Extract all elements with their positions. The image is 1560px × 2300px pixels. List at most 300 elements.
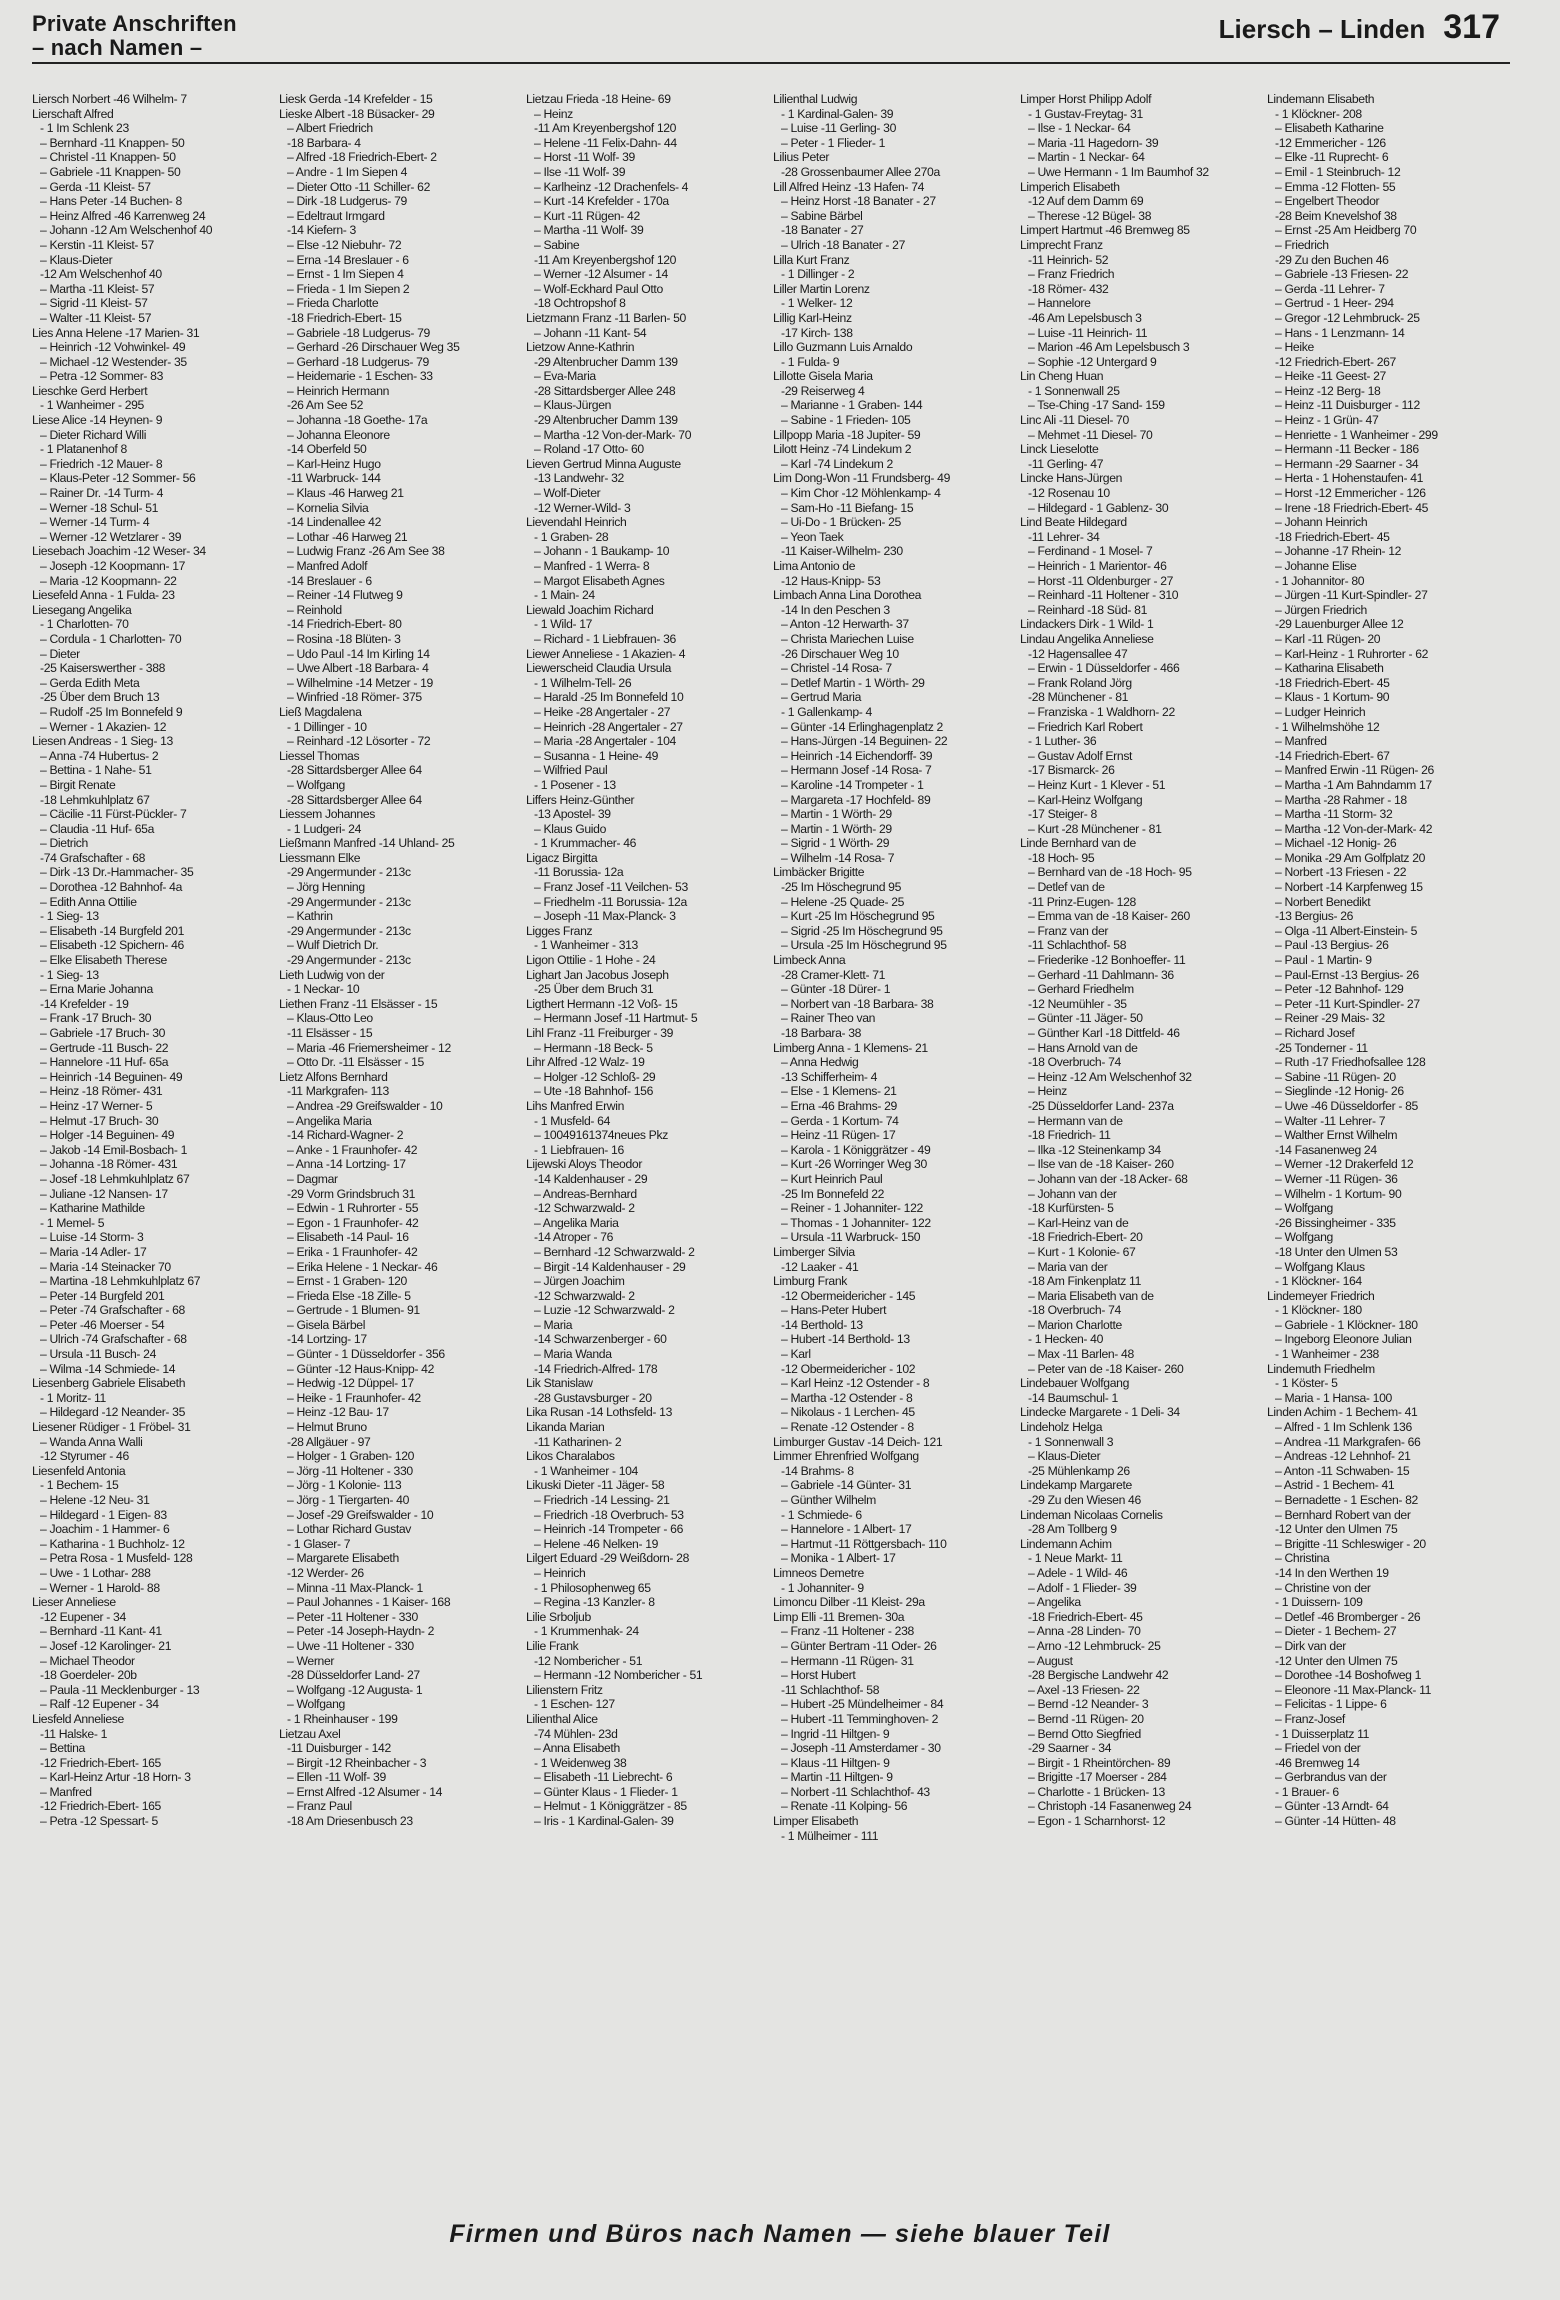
directory-entry: – Martin - 1 Wörth- 29	[781, 821, 892, 836]
directory-entry: – Astrid - 1 Bechem- 41	[1275, 1478, 1395, 1493]
directory-entry: - 1 Köster- 5	[1275, 1376, 1338, 1391]
directory-entry: – Hermann -18 Beck- 5	[534, 1040, 653, 1055]
directory-entry: – Herta - 1 Hohenstaufen- 41	[1275, 471, 1424, 486]
directory-entry: -14 Krefelder - 19	[40, 996, 129, 1011]
directory-entry: -11 Warbruck- 144	[287, 471, 381, 486]
directory-entry: -18 Friedrich-Ebert- 15	[287, 310, 402, 325]
directory-entry: - 1 Sonnenwall 3	[1028, 1434, 1114, 1449]
directory-entry: – Bernhard van de -18 Hoch- 95	[1028, 865, 1192, 880]
directory-entry: – Heike - 1 Fraunhofer- 42	[287, 1390, 421, 1405]
directory-entry: -12 Werder- 26	[287, 1565, 364, 1580]
directory-entry: – Martha -1 Am Bahndamm 17	[1275, 777, 1432, 792]
directory-entry: – Mehmet -11 Diesel- 70	[1028, 427, 1153, 442]
directory-entry: – Hans Arnold van de	[1028, 1040, 1138, 1055]
directory-entry: Lieven Gertrud Minna Auguste	[526, 456, 681, 471]
directory-entry: – Heike -11 Geest- 27	[1275, 369, 1386, 384]
directory-entry: - 1 Dillinger - 2	[781, 267, 855, 282]
directory-entry: – Adele - 1 Wild- 46	[1028, 1565, 1128, 1580]
directory-entry: – Karl -11 Rügen- 20	[1275, 631, 1381, 646]
directory-entry: -29 Saarner - 34	[1028, 1741, 1112, 1756]
directory-entry: – Klaus -11 Hiltgen- 9	[781, 1755, 890, 1770]
directory-entry: -17 Steiger- 8	[1028, 807, 1097, 822]
directory-entry: -12 Friedrich-Ebert- 165	[40, 1755, 161, 1770]
directory-entry: – Luise -11 Gerling- 30	[781, 121, 897, 136]
directory-entry: – Karlheinz -12 Drachenfels- 4	[534, 179, 689, 194]
directory-entry: Lilie Srboljub	[526, 1609, 591, 1624]
directory-entry: -12 Obermeidericher - 102	[781, 1361, 916, 1376]
directory-entry: – Ursula -11 Busch- 24	[40, 1347, 157, 1362]
directory-entry: – Franz -11 Holtener - 238	[781, 1624, 914, 1639]
directory-entry: – Cäcilie -11 Fürst-Pückler- 7	[40, 807, 187, 822]
directory-entry: Lihl Franz -11 Freiburger - 39	[526, 1026, 674, 1040]
directory-entry: -18 Banater - 27	[781, 223, 864, 238]
directory-entry: -25 Über dem Bruch 31	[534, 982, 654, 997]
directory-entry: – Ingrid -11 Hiltgen- 9	[781, 1726, 890, 1741]
directory-entry: – Kurt -14 Krefelder - 170a	[534, 194, 669, 209]
directory-entry: – Tse-Ching -17 Sand- 159	[1028, 398, 1165, 413]
directory-entry: – Helmut Bruno	[287, 1420, 367, 1435]
directory-entry: – Frieda Else -18 Zille- 5	[287, 1288, 411, 1303]
directory-entry: – Ilse van de -18 Kaiser- 260	[1028, 1157, 1174, 1172]
directory-entry: – Joachim - 1 Hammer- 6	[40, 1522, 170, 1537]
directory-entry: – Martin -11 Hiltgen- 9	[781, 1770, 893, 1785]
directory-entry: -13 Landwehr- 32	[534, 471, 624, 486]
directory-entry: -14 Kiefern- 3	[287, 223, 356, 238]
directory-entry: – Gerbrandus van der	[1275, 1770, 1387, 1785]
directory-entry: – Joseph -11 Amsterdamer - 30	[781, 1741, 941, 1756]
directory-entry: – Michael -12 Honig- 26	[1275, 836, 1397, 851]
directory-entry: – Renate -11 Kolping- 56	[781, 1799, 908, 1814]
directory-entry: – Friedrich -14 Lessing- 21	[534, 1493, 670, 1507]
directory-entry: – Henriette - 1 Wanheimer - 299	[1275, 427, 1438, 442]
directory-entry: – Hannelore	[1028, 296, 1091, 311]
directory-entry: Lilius Peter	[773, 150, 830, 165]
directory-entry: – Claudia -11 Huf- 65a	[40, 821, 155, 836]
directory-entry: Limp Elli -11 Bremen- 30a	[773, 1609, 905, 1624]
directory-entry: - 1 Platanenhof 8	[40, 442, 127, 457]
directory-entry: – Dagmar	[287, 1171, 338, 1186]
directory-entry: -12 Unter den Ulmen 75	[1275, 1653, 1398, 1668]
directory-entry: – Heinrich Hermann	[287, 383, 390, 398]
directory-entry: – Hermann -12 Nombericher - 51	[534, 1668, 703, 1683]
directory-entry: -18 Hoch- 95	[1028, 850, 1095, 865]
directory-entry: – Petra Rosa - 1 Musfeld- 128	[40, 1551, 193, 1566]
directory-entry: – Joseph -11 Max-Planck- 3	[534, 909, 676, 924]
directory-entry: – Günter Bertram -11 Oder- 26	[781, 1638, 937, 1653]
directory-entry: – Angelika Maria	[287, 1113, 372, 1128]
directory-entry: – Reiner -14 Flutweg 9	[287, 588, 403, 603]
directory-entry: – Karl-Heinz - 1 Ruhrorter - 62	[1275, 646, 1429, 661]
directory-entry: – Hans-Jürgen -14 Beguinen- 22	[781, 734, 948, 749]
directory-entry: – Elisabeth Katharine	[1275, 121, 1384, 136]
directory-entry: Lietz Alfons Bernhard	[279, 1069, 388, 1084]
directory-entry: Liethen Franz -11 Elsässer - 15	[279, 996, 438, 1011]
directory-entry: – Franz Paul	[287, 1799, 352, 1814]
directory-entry: – Karl-Heinz van de	[1028, 1215, 1129, 1230]
directory-entry: - 1 Dillinger - 10	[287, 719, 367, 734]
directory-entry: – Klaus - 1 Kortum- 90	[1275, 690, 1390, 705]
directory-entry: -18 Friedrich-Ebert- 45	[1275, 675, 1390, 690]
directory-entry: – Juliane -12 Nansen- 17	[40, 1186, 168, 1201]
directory-entry: -11 Am Kreyenbergshof 120	[534, 121, 677, 136]
directory-entry: -11 Gerling- 47	[1028, 456, 1104, 471]
directory-entry: – Johann Heinrich	[1275, 515, 1368, 530]
directory-entry: – Alfred - 1 Im Schlenk 136	[1275, 1420, 1412, 1435]
directory-entry: – Eva-Maria	[534, 369, 596, 384]
directory-entry: Lillig Karl-Heinz	[773, 310, 852, 325]
directory-entry: – Hermann Josef -11 Hartmut- 5	[534, 1011, 698, 1026]
directory-entry: – Martin - 1 Neckar- 64	[1028, 150, 1145, 165]
directory-entry: Liewald Joachim Richard	[526, 602, 654, 617]
directory-entry: – Johann - 1 Baukamp- 10	[534, 544, 670, 559]
directory-entry: Lindemuth Friedhelm	[1267, 1361, 1375, 1376]
directory-entry: – Marion -46 Am Lepelsbusch 3	[1028, 340, 1190, 355]
directory-entry: – Gertrude -11 Busch- 22	[40, 1040, 169, 1055]
directory-entry: Lieser Anneliese	[32, 1595, 116, 1610]
directory-entry: – Joseph -12 Koopmann- 17	[40, 559, 186, 573]
directory-entry: – Maria van der	[1028, 1259, 1108, 1274]
directory-entry: – Peter - 1 Flieder- 1	[781, 135, 886, 150]
footer-note: Firmen und Büros nach Namen — siehe blauer Teil	[449, 2220, 1111, 2248]
directory-entry: – Helmut -17 Bruch- 30	[40, 1113, 159, 1128]
directory-entry: -12 Schwarzwald- 2	[534, 1201, 635, 1216]
directory-entry: – Hans Peter -14 Buchen- 8	[40, 194, 182, 209]
directory-entry: – Emma van de -18 Kaiser- 260	[1028, 909, 1190, 924]
directory-entry: – Hedwig -12 Düppel- 17	[287, 1376, 414, 1391]
directory-entry: – Anke - 1 Fraunhofer- 42	[287, 1142, 418, 1157]
directory-entry: – Friedrich -12 Mauer- 8	[40, 456, 163, 471]
directory-entry: -12 Friedrich-Ebert- 267	[1275, 354, 1396, 369]
directory-entry: - 1 Duisserplatz 11	[1275, 1726, 1370, 1741]
directory-entry: – Gertrud Maria	[781, 690, 862, 705]
directory-entry: – Gerhard Friedhelm	[1028, 982, 1134, 997]
directory-entry: Liesen Andreas - 1 Sieg- 13	[32, 734, 173, 749]
directory-entry: – Gregor -12 Lehmbruck- 25	[1275, 310, 1420, 325]
directory-entry: Ließmann Manfred -14 Uhland- 25	[279, 836, 455, 851]
directory-entry: – Reiner - 1 Johanniter- 122	[781, 1201, 923, 1216]
directory-entry: - 1 Duissern- 109	[1275, 1595, 1363, 1610]
directory-entry: – Günter -18 Dürer- 1	[781, 982, 891, 997]
directory-entry: Likos Charalabos	[526, 1449, 615, 1464]
directory-entry: – Maria -46 Friemersheimer - 12	[287, 1040, 451, 1055]
directory-entry: – Kurt -25 Im Höschegrund 95	[781, 909, 935, 924]
directory-entry: – Egon - 1 Scharnhorst- 12	[1028, 1814, 1166, 1829]
directory-entry: Limberg Anna - 1 Klemens- 21	[773, 1040, 928, 1055]
directory-entry: -18 Am Finkenplatz 11	[1028, 1274, 1142, 1289]
directory-entry: – Rainer Dr. -14 Turm- 4	[40, 486, 163, 501]
directory-entry: – Friedrich Karl Robert	[1028, 719, 1143, 734]
directory-entry: - 1 Wanheimer - 313	[534, 938, 638, 953]
directory-entry: Lindau Angelika Anneliese	[1020, 631, 1154, 646]
header-rule	[32, 62, 1510, 64]
directory-entry: Limbeck Anna	[773, 953, 846, 968]
directory-entry: – Iris - 1 Kardinal-Galen- 39	[534, 1814, 674, 1829]
directory-entry: – Walter -11 Kleist- 57	[40, 310, 152, 325]
directory-entry: – Klaus-Dieter	[40, 252, 113, 267]
directory-entry: – Bettina	[40, 1741, 85, 1756]
directory-entry: – Birgit -12 Rheinbacher - 3	[287, 1755, 427, 1770]
column-3	[526, 92, 766, 2197]
directory-entry: - 1 Moritz- 11	[40, 1390, 106, 1405]
directory-entry: – Bernd -11 Rügen- 20	[1028, 1711, 1144, 1726]
directory-entry: – Christel -11 Knappen- 50	[40, 150, 176, 165]
directory-entry: – Wolf-Eckhard Paul Otto	[534, 281, 663, 296]
directory-entry: – Rudolf -25 Im Bonnefeld 9	[40, 704, 183, 719]
directory-entry: – Kurt Heinrich Paul	[781, 1171, 883, 1186]
directory-entry: – Elisabeth -11 Liebrecht- 6	[534, 1770, 673, 1785]
directory-entry: – Werner - 1 Harold- 88	[40, 1580, 160, 1595]
directory-entry: -14 In den Peschen 3	[781, 602, 890, 617]
directory-entry: - 1 Luther- 36	[1028, 734, 1097, 749]
directory-entry: – Elisabeth -14 Paul- 16	[287, 1230, 409, 1245]
directory-entry: – Günter -14 Hütten- 48	[1275, 1814, 1396, 1829]
directory-entry: -18 Am Driesenbusch 23	[287, 1814, 413, 1829]
directory-entry: Limprecht Franz	[1020, 237, 1103, 252]
directory-entry: -14 Schwarzenberger - 60	[534, 1332, 667, 1347]
directory-entry: – Uwe Hermann - 1 Im Baumhof 32	[1028, 164, 1209, 179]
directory-entry: – Anton -11 Schwaben- 15	[1275, 1463, 1410, 1478]
directory-entry: – Christina	[1275, 1551, 1330, 1566]
directory-entry: Limburger Gustav -14 Deich- 121	[773, 1434, 943, 1449]
directory-entry: – Friedrich -18 Overbruch- 53	[534, 1507, 684, 1522]
directory-entry: Liese Alice -14 Heynen- 9	[32, 413, 163, 428]
directory-entry: – Helene -25 Quade- 25	[781, 894, 905, 909]
directory-entry: – Emil - 1 Steinbruch- 12	[1275, 164, 1401, 179]
directory-entry: - 1 Wanheimer - 238	[1275, 1347, 1379, 1362]
directory-entry: – Harald -25 Im Bonnefeld 10	[534, 690, 684, 705]
directory-entry: – Ernst - 1 Im Siepen 4	[287, 267, 404, 282]
directory-entry: -29 Altenbrucher Damm 139	[534, 354, 678, 369]
directory-entry: – Brigitte -11 Schleswiger - 20	[1275, 1536, 1426, 1551]
directory-entry: – Walter -11 Lehrer- 7	[1275, 1113, 1386, 1128]
directory-entry: – Maria -12 Koopmann- 22	[40, 573, 177, 588]
directory-entry: Limoncu Dilber -11 Kleist- 29a	[773, 1595, 925, 1610]
directory-entry: – Edwin - 1 Ruhrorter - 55	[287, 1201, 419, 1216]
directory-entry: – Peter van de -18 Kaiser- 260	[1028, 1361, 1184, 1376]
directory-entry: – Heinrich -14 Eichendorff- 39	[781, 748, 933, 763]
directory-entry: -25 Tonderner - 11	[1275, 1040, 1368, 1055]
directory-entry: -11 Borussia- 12a	[534, 865, 624, 880]
directory-entry: Lika Rusan -14 Lothsfeld- 13	[526, 1405, 673, 1420]
directory-entry: – Reinhold	[287, 602, 342, 617]
directory-entry: - 1 Philosophenweg 65	[534, 1580, 651, 1595]
directory-entry: – Arno -12 Lehmbruck- 25	[1028, 1638, 1161, 1653]
directory-entry: – Marion Charlotte	[1028, 1317, 1122, 1332]
directory-entry: – Elisabeth -14 Burgfeld 201	[40, 923, 185, 938]
directory-entry: – Klaus-Peter -12 Sommer- 56	[40, 471, 196, 486]
directory-entry: Limper Elisabeth	[773, 1814, 859, 1829]
directory-entry: - 1 Welker- 12	[781, 296, 853, 311]
directory-entry: – Hildegard - 1 Gablenz- 30	[1028, 500, 1169, 515]
directory-entry: - 1 Wanheimer - 104	[534, 1463, 638, 1478]
directory-entry: - 1 Wilhelmshöhe 12	[1275, 719, 1380, 734]
directory-entry: Liesegang Angelika	[32, 602, 132, 617]
directory-entry: Liessel Thomas	[279, 748, 360, 763]
directory-entry: – Johann van der -18 Acker- 68	[1028, 1171, 1188, 1186]
directory-entry: – Johann -11 Kant- 54	[534, 325, 647, 340]
directory-entry: Liewer Anneliese - 1 Akazien- 4	[526, 646, 686, 661]
directory-entry: – Erika - 1 Fraunhofer- 42	[287, 1244, 418, 1259]
directory-entry: Lilienstern Fritz	[526, 1682, 603, 1697]
directory-entry: – Peter -46 Moerser - 54	[40, 1317, 165, 1332]
directory-entry: -28 Sittardsberger Allee 64	[287, 763, 422, 778]
directory-entry: – Uwe -11 Holtener - 330	[287, 1638, 414, 1653]
directory-entry: – Sabine -11 Rügen- 20	[1275, 1069, 1396, 1084]
directory-entry: – Otto Dr. -11 Elsässer - 15	[287, 1055, 424, 1070]
directory-entry: – Johanne -17 Rhein- 12	[1275, 544, 1402, 559]
directory-entry: Lindemeyer Friedrich	[1267, 1288, 1375, 1303]
page-number: 317	[1443, 8, 1500, 46]
directory-entry: – Josef -12 Karolinger- 21	[40, 1638, 172, 1653]
directory-entry: – Holger -14 Beguinen- 49	[40, 1128, 175, 1143]
column-1	[32, 92, 272, 2197]
directory-entry: Ligges Franz	[526, 923, 593, 938]
directory-entry: – Kurt - 1 Kolonie- 67	[1028, 1244, 1136, 1259]
directory-entry: – Heinz -12 Bau- 17	[287, 1405, 389, 1420]
directory-entry: – Wolfgang	[1275, 1201, 1333, 1216]
directory-entry: – Felicitas - 1 Lippe- 6	[1275, 1697, 1387, 1712]
directory-entry: -11 Am Kreyenbergshof 120	[534, 252, 677, 267]
directory-entry: Liewerscheid Claudia Ursula	[526, 661, 672, 676]
directory-entry: – Ludger Heinrich	[1275, 704, 1366, 719]
directory-entry: Lihr Alfred -12 Walz- 19	[526, 1055, 645, 1070]
directory-entry: – Monika - 1 Albert- 17	[781, 1551, 896, 1566]
column-5	[1020, 92, 1260, 2197]
directory-entry: – Heinz -12 Berg- 18	[1275, 383, 1381, 398]
directory-entry: – Ute -18 Bahnhof- 156	[534, 1084, 654, 1099]
directory-entry: - 1 Posener - 13	[534, 777, 616, 792]
directory-entry: – Ludwig Franz -26 Am See 38	[287, 544, 445, 559]
directory-entry: -12 Haus-Knipp- 53	[781, 573, 881, 588]
directory-entry: – Hannelore - 1 Albert- 17	[781, 1522, 912, 1537]
directory-entry: - 1 Im Schlenk 23	[40, 121, 129, 136]
directory-entry: – Hildegard -12 Neander- 35	[40, 1405, 186, 1420]
directory-entry: – Elke -11 Ruprecht- 6	[1275, 150, 1389, 165]
directory-entry: - 1 Bechem- 15	[40, 1478, 119, 1493]
directory-entry: – Axel -13 Friesen- 22	[1028, 1682, 1140, 1697]
directory-entry: – Uwe -46 Düsseldorfer - 85	[1275, 1098, 1418, 1113]
directory-entry: – Karola - 1 Königgrätzer - 49	[781, 1142, 931, 1157]
directory-entry: – Anton -12 Herwarth- 37	[781, 617, 909, 632]
directory-entry: Lillo Guzmann Luis Arnaldo	[773, 340, 913, 355]
directory-entry: Liessem Johannes	[279, 807, 376, 822]
directory-entry: - 1 Charlotten- 70	[40, 617, 129, 632]
directory-entry: - 1 Wilhelm-Tell- 26	[534, 675, 632, 690]
directory-entry: -18 Barbara- 38	[781, 1026, 862, 1040]
directory-entry: – Max -11 Barlen- 48	[1028, 1347, 1134, 1362]
directory-entry: – Heidemarie - 1 Eschen- 33	[287, 369, 433, 384]
directory-entry: – Anna -14 Lortzing- 17	[287, 1157, 406, 1172]
directory-entry: – Wolfgang	[287, 777, 345, 792]
directory-entry: -28 Am Tollberg 9	[1028, 1522, 1117, 1537]
directory-entry: Lillotte Gisela Maria	[773, 369, 873, 384]
directory-entry: – Gabriele -13 Friesen- 22	[1275, 267, 1409, 282]
directory-entry: Lindebauer Wolfgang	[1020, 1376, 1129, 1391]
directory-entry: Limberger Silvia	[773, 1244, 855, 1259]
directory-entry: – Elke Elisabeth Therese	[40, 953, 167, 968]
directory-entry: – Manfred	[1275, 734, 1327, 749]
column-4	[773, 92, 1013, 2197]
directory-entry: – Karl-Heinz Wolfgang	[1028, 792, 1143, 807]
directory-entry: – Hermann -11 Becker - 186	[1275, 442, 1419, 457]
directory-entry: -12 Emmericher - 126	[1275, 135, 1386, 150]
directory-entry: – Heinz Horst -18 Banater - 27	[781, 194, 936, 209]
directory-entry: -28 Bergische Landwehr 42	[1028, 1668, 1169, 1683]
directory-entry: – Dorothea -12 Bahnhof- 4a	[40, 880, 182, 895]
directory-entry: – Hartmut -11 Röttgersbach- 110	[781, 1536, 947, 1551]
directory-entry: – Helmut - 1 Königgrätzer - 85	[534, 1799, 687, 1814]
directory-entry: – Roland -17 Otto- 60	[534, 442, 644, 457]
directory-entry: – Anna -28 Linden- 70	[1028, 1624, 1141, 1639]
directory-entry: – Susanna - 1 Heine- 49	[534, 748, 659, 763]
directory-entry: Ligon Ottilie - 1 Hohe - 24	[526, 953, 656, 968]
directory-entry: Lilie Frank	[526, 1638, 579, 1653]
directory-entry: – Wolfgang	[287, 1697, 345, 1712]
directory-entry: -28 Sittardsberger Allee 248	[534, 383, 676, 398]
directory-entry: – Heinz - 1 Grün- 47	[1275, 413, 1379, 428]
directory-entry: Likanda Marian	[526, 1420, 605, 1435]
directory-entry: – Ursula -25 Im Höschegrund 95	[781, 938, 947, 953]
directory-entry: -11 Schlachthof- 58	[1028, 938, 1127, 953]
directory-entry: – Peter -14 Joseph-Haydn- 2	[287, 1624, 435, 1639]
directory-entry: – Hildegard - 1 Eigen- 83	[40, 1507, 167, 1522]
directory-entry: – Hubert -14 Berthold- 13	[781, 1332, 910, 1347]
directory-entry: – Marianne - 1 Graben- 144	[781, 398, 923, 413]
directory-entry: Likuski Dieter -11 Jäger- 58	[526, 1478, 665, 1493]
directory-entry: – Ferdinand - 1 Mosel- 7	[1028, 544, 1153, 559]
directory-entry: – Reiner -29 Mais- 32	[1275, 1011, 1385, 1026]
directory-entry: -29 Altenbrucher Damm 139	[534, 413, 678, 428]
directory-entry: – August	[1028, 1653, 1073, 1668]
directory-entry: Linde Bernhard van de	[1020, 836, 1136, 851]
directory-entry: -14 In den Werthen 19	[1275, 1565, 1389, 1580]
directory-entry: – Klaus -46 Harweg 21	[287, 486, 404, 501]
directory-entry: Lilla Kurt Franz	[773, 252, 850, 267]
directory-entry: – Paul - 1 Martin- 9	[1275, 953, 1372, 968]
directory-entry: - 1 Wild- 17	[534, 617, 593, 632]
directory-entry: -18 Unter den Ulmen 53	[1275, 1244, 1398, 1259]
directory-entry: Limneos Demetre	[773, 1565, 864, 1580]
directory-entry: – Ernst - 1 Graben- 120	[287, 1274, 407, 1289]
directory-entry: Lindeholz Helga	[1020, 1420, 1103, 1435]
directory-entry: – Sabine	[534, 237, 580, 252]
directory-entry: – Ilse -11 Wolf- 39	[534, 164, 626, 179]
directory-entry: – Gabriele -14 Günter- 31	[781, 1478, 912, 1493]
directory-entry: -29 Angermunder - 213c	[287, 894, 411, 909]
directory-entry: -11 Kaiser-Wilhelm- 230	[781, 544, 903, 559]
directory-entry: Limburg Frank	[773, 1274, 848, 1289]
directory-entry: – Holger - 1 Graben- 120	[287, 1449, 415, 1464]
directory-entry: -29 Vorm Grindsbruch 31	[287, 1186, 416, 1201]
directory-entry: Ließ Magdalena	[279, 704, 362, 719]
directory-entry: -18 Friedrich-Ebert- 45	[1275, 529, 1390, 544]
directory-entry: – Franz van der	[1028, 923, 1109, 938]
directory-entry: – Renate -12 Ostender - 8	[781, 1420, 914, 1435]
directory-entry: – Engelbert Theodor	[1275, 194, 1380, 209]
directory-entry: – Heinz -12 Am Welschenhof 32	[1028, 1069, 1192, 1084]
directory-entry: – Manfred Adolf	[287, 559, 368, 573]
directory-entry: – Sabine - 1 Frieden- 105	[781, 413, 911, 428]
directory-entry: – Günter -11 Jäger- 50	[1028, 1011, 1143, 1026]
directory-entry: – Gerhard -18 Ludgerus- 79	[287, 354, 429, 369]
directory-entry: Limbach Anna Lina Dorothea	[773, 588, 922, 603]
directory-entry: Liesenberg Gabriele Elisabeth	[32, 1376, 186, 1391]
directory-entry: – Hermann -29 Saarner - 34	[1275, 456, 1419, 471]
directory-entry: -28 Gustavsburger - 20	[534, 1390, 652, 1405]
directory-entry: -28 Beim Knevelshof 38	[1275, 208, 1397, 223]
directory-entry: – Wolfgang Klaus	[1275, 1259, 1365, 1274]
directory-entry: – Peter -12 Bahnhof- 129	[1275, 982, 1404, 997]
